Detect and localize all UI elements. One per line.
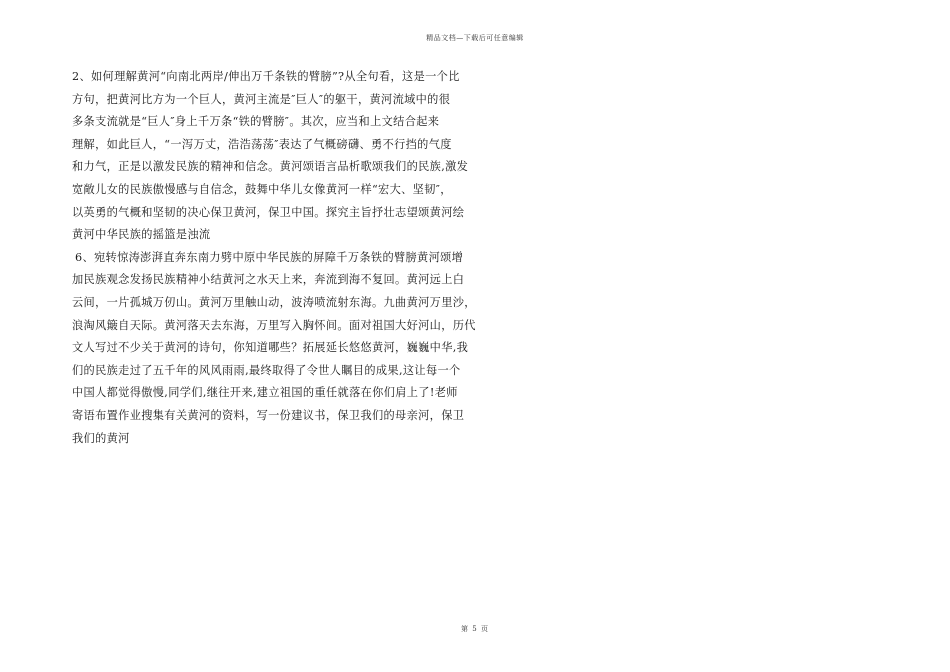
page-number: 第 5 页: [461, 625, 489, 633]
text-line: 中国人都觉得傲慢,同学们,继往开来,建立祖国的重任就落在你们肩上了!老师: [72, 386, 458, 400]
paragraph-question-2: [72, 66, 468, 247]
text-line: 云间，一片孤城万仞山。黄河万里触山动，波涛喷流射东海。九曲黄河万里沙，: [72, 295, 476, 309]
text-line: 我们的黄河: [72, 431, 130, 445]
text-line: 和力气，正是以激发民族的精神和信念。黄河颂语言品析歌颂我们的民族,激发: [72, 160, 469, 174]
text-line: 2、如何理解黄河“向南北两岸/伸出万千条铁的臂膀”?从全句看，这是一个比: [72, 70, 460, 83]
text-line: 方句，把黄河比方为一个巨人，黄河主流是″巨人″的躯干，黄河流域中的很: [72, 92, 451, 106]
text-line: 宽敞儿女的民族傲慢感与自信念，鼓舞中华儿女像黄河一样“宏大、坚韧″，: [72, 182, 452, 196]
document-body: [72, 66, 476, 450]
text-line: 以英勇的气概和坚韧的决心保卫黄河，保卫中国。探究主旨抒壮志望颂黄河绘: [72, 205, 465, 219]
text-line: 多条支流就是“巨人″身上千万条“铁的臂膀″。其次，应当和上文结合起来: [72, 115, 440, 129]
text-line: 寄语布置作业搜集有关黄河的资料，写一份建议书，保卫我们的母亲河，保卫: [72, 408, 465, 422]
text-line: 文人写过不少关于黄河的诗句，你知道哪些？拓展延长悠悠黄河，巍巍中华,我: [72, 341, 469, 355]
text-line: 们的民族走过了五千年的风风雨雨,最终取得了令世人瞩目的成果,这让每一个: [72, 363, 461, 377]
text-line: 浪淘风簸自天际。黄河落天去东海，万里写入胸怀间。面对祖国大好河山，历代: [72, 318, 476, 332]
text-line: 理解，如此巨人，“一泻万丈，浩浩荡荡″表达了气概磅礴、勇不行挡的气度: [72, 137, 452, 151]
text-line: 6、宛转惊涛澎湃直奔东南力劈中原中华民族的屏障千万条铁的臂膀黄河颂增: [75, 250, 464, 264]
paragraph-question-6: [72, 247, 476, 450]
text-line: 黄河中华民族的摇篮是浊流: [72, 228, 211, 242]
text-line: 加民族观念发扬民族精神小结黄河之水天上来，奔流到海不复回。黄河远上白: [72, 273, 465, 287]
page-header: 精品文档—下载后可任意编辑: [426, 34, 524, 42]
